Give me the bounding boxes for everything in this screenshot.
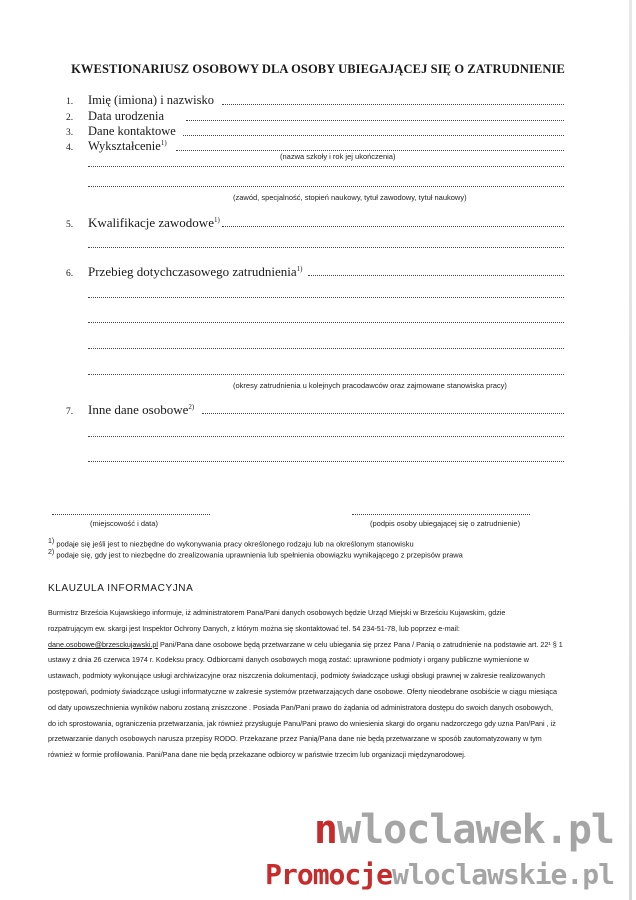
- footnote-mark: 2): [48, 549, 55, 556]
- signature-caption: (podpis osoby ubiegającej się o zatrudnienie): [370, 519, 521, 528]
- field-education: [66, 139, 167, 154]
- contact-input-line[interactable]: [183, 135, 564, 136]
- profession-caption: (zawód, specjalność, stopień naukowy, tytuł zawodowy, tytuł naukowy): [233, 193, 467, 202]
- field-qualifications: [66, 215, 220, 231]
- klauzula-line: ustawy z dnia 26 czerwca 1974 r. Kodeksu pracy. Odbiorcami danych osobowych mogą zostać: uprawnione podmioty i organy publiczne wymienione w: [48, 655, 529, 665]
- school-caption: (nazwa szkoły i rok jej ukończenia): [280, 152, 396, 161]
- item-label: Przebieg dotychczasowego zatrudnienia: [88, 264, 297, 279]
- item-number: 7.: [66, 407, 74, 417]
- field-birth-date: [66, 109, 164, 124]
- klauzula-line: również w formie profilowania. Pani/Pana dane nie będą przekazane odbiorcy w państwie trzecim lub organizacji międzynarodowej.: [48, 750, 466, 760]
- other-data-input-line-3[interactable]: [88, 461, 564, 462]
- item-label: Inne dane osobowe: [88, 402, 189, 417]
- item-label: Wykształcenie: [88, 139, 161, 154]
- klauzula-line: do ich sprostowania, ograniczenia przetwarzania, jak również przysługuje Panu/Pani prawo do wniesienia skargi do organu nadzorczego gdy uzna Pan/Pani , iż: [48, 718, 556, 728]
- item-label: Imię (imiona) i nazwisko: [88, 93, 215, 107]
- item-number: 2.: [66, 113, 74, 123]
- place-date-input-line[interactable]: [52, 514, 210, 515]
- signature-input-line[interactable]: [352, 514, 530, 515]
- field-employment-history: [66, 264, 302, 280]
- klauzula-line: przetwarzanie danych osobowych narusza przepisy RODO. Przekazane przez Panią/Pana dane nie będą przetwarzane w sposób zautomatyzowany w tym: [48, 734, 542, 744]
- footnote-mark: 1): [160, 139, 167, 147]
- footnote-1: [48, 538, 414, 549]
- klauzula-line: ustawach, podmioty wykonujące usługi archiwizacyjne oraz niszczenia dokumentacji, podmioty świadczące usługi obsługi prawnej w zakresie realizowanych: [48, 671, 545, 681]
- other-data-input-line-2[interactable]: [88, 436, 564, 437]
- klauzula-line: rozpatrującym ew. skargi jest Inspektor Ochrony Danych, z którym można się skontaktować tel. 54 234-51-78, lub poprzez e-mail:: [48, 623, 460, 633]
- employment-input-line[interactable]: [308, 275, 564, 276]
- item-number: 1.: [66, 97, 74, 107]
- footnote-mark: 1): [213, 215, 220, 224]
- education-input-line-3[interactable]: [88, 186, 564, 187]
- field-contact: [66, 124, 176, 139]
- qualifications-input-line-2[interactable]: [88, 247, 564, 248]
- qualifications-input-line[interactable]: [222, 226, 564, 227]
- klauzula-line: od daty upowszechnienia wyników naboru zostaną zniszczone . Posiada Pan/Pani prawo do żądania od administratora dostępu do swoich danych osobowych,: [48, 702, 554, 712]
- education-input-line[interactable]: [176, 150, 564, 151]
- scan-edge: [629, 0, 632, 900]
- employment-input-line-5[interactable]: [88, 374, 564, 375]
- footnote-mark: 1): [48, 538, 55, 545]
- employment-caption: (okresy zatrudnienia u kolejnych pracodawców oraz zajmowane stanowiska pracy): [233, 381, 507, 390]
- watermark-nwloclawek: nwloclawek.pl: [313, 807, 614, 853]
- place-date-caption: (miejscowość i data): [90, 519, 158, 528]
- item-number: 4.: [66, 143, 74, 154]
- field-name: [66, 93, 214, 108]
- footnote-text: podaje się jeśli jest to niezbędne do wykonywania pracy określonego rodzaju lub na określonym stanowisku: [56, 539, 414, 549]
- watermark-promocje: Promocjewloclawskie.pl: [265, 858, 614, 891]
- klauzula-line: Burmistrz Brześcia Kujawskiego informuje, iż administratorem Pana/Pani danych osobowych będzie Urząd Miejski w Brześciu Kujawskim, gdzie: [48, 608, 506, 617]
- footnote-mark: 1): [296, 264, 303, 273]
- email-link[interactable]: dane.osobowe@brzesckujawski.pl: [48, 639, 158, 649]
- field-other-data: [66, 402, 194, 418]
- item-label: Kwalifikacje zawodowe: [88, 215, 214, 230]
- klauzula-line: Pani/Pana dane osobowe będą przetwarzane w celu ubiegania się przez Pana / Panią o zatrudnienie na podstawie art. 22¹ § 1: [159, 639, 563, 649]
- footnote-2: [48, 549, 463, 560]
- other-data-input-line[interactable]: [202, 413, 564, 414]
- footnote-text: podaje się, gdy jest to niezbędne do zrealizowania uprawnienia lub spełnienia obowiązku wynikającego z przepisów prawa: [56, 550, 463, 560]
- employment-input-line-3[interactable]: [88, 322, 564, 323]
- birth-date-input-line[interactable]: [186, 120, 564, 121]
- klauzula-line-email: [48, 637, 582, 653]
- klauzula-line: postępowań, podmioty świadczące usługi informatyczne w zakresie systemów przetwarzających dane osobowe. Oferty nieodebrane osobiście w ciągu miesiąca: [48, 686, 557, 696]
- klauzula-heading: KLAUZULA INFORMACYJNA: [48, 583, 194, 594]
- item-label: Data urodzenia: [88, 109, 165, 123]
- item-label: Dane kontaktowe: [88, 124, 176, 138]
- item-number: 6.: [66, 269, 74, 279]
- document-title: KWESTIONARIUSZ OSOBOWY DLA OSOBY UBIEGAJĄCEJ SIĘ O ZATRUDNIENIE: [71, 62, 565, 76]
- item-number: 5.: [66, 220, 74, 230]
- klauzula-body: [48, 605, 582, 763]
- item-number: 3.: [66, 128, 74, 138]
- education-input-line-2[interactable]: [88, 166, 564, 167]
- name-input-line[interactable]: [222, 104, 564, 105]
- employment-input-line-4[interactable]: [88, 348, 564, 349]
- footnote-mark: 2): [188, 402, 195, 411]
- employment-input-line-2[interactable]: [88, 297, 564, 298]
